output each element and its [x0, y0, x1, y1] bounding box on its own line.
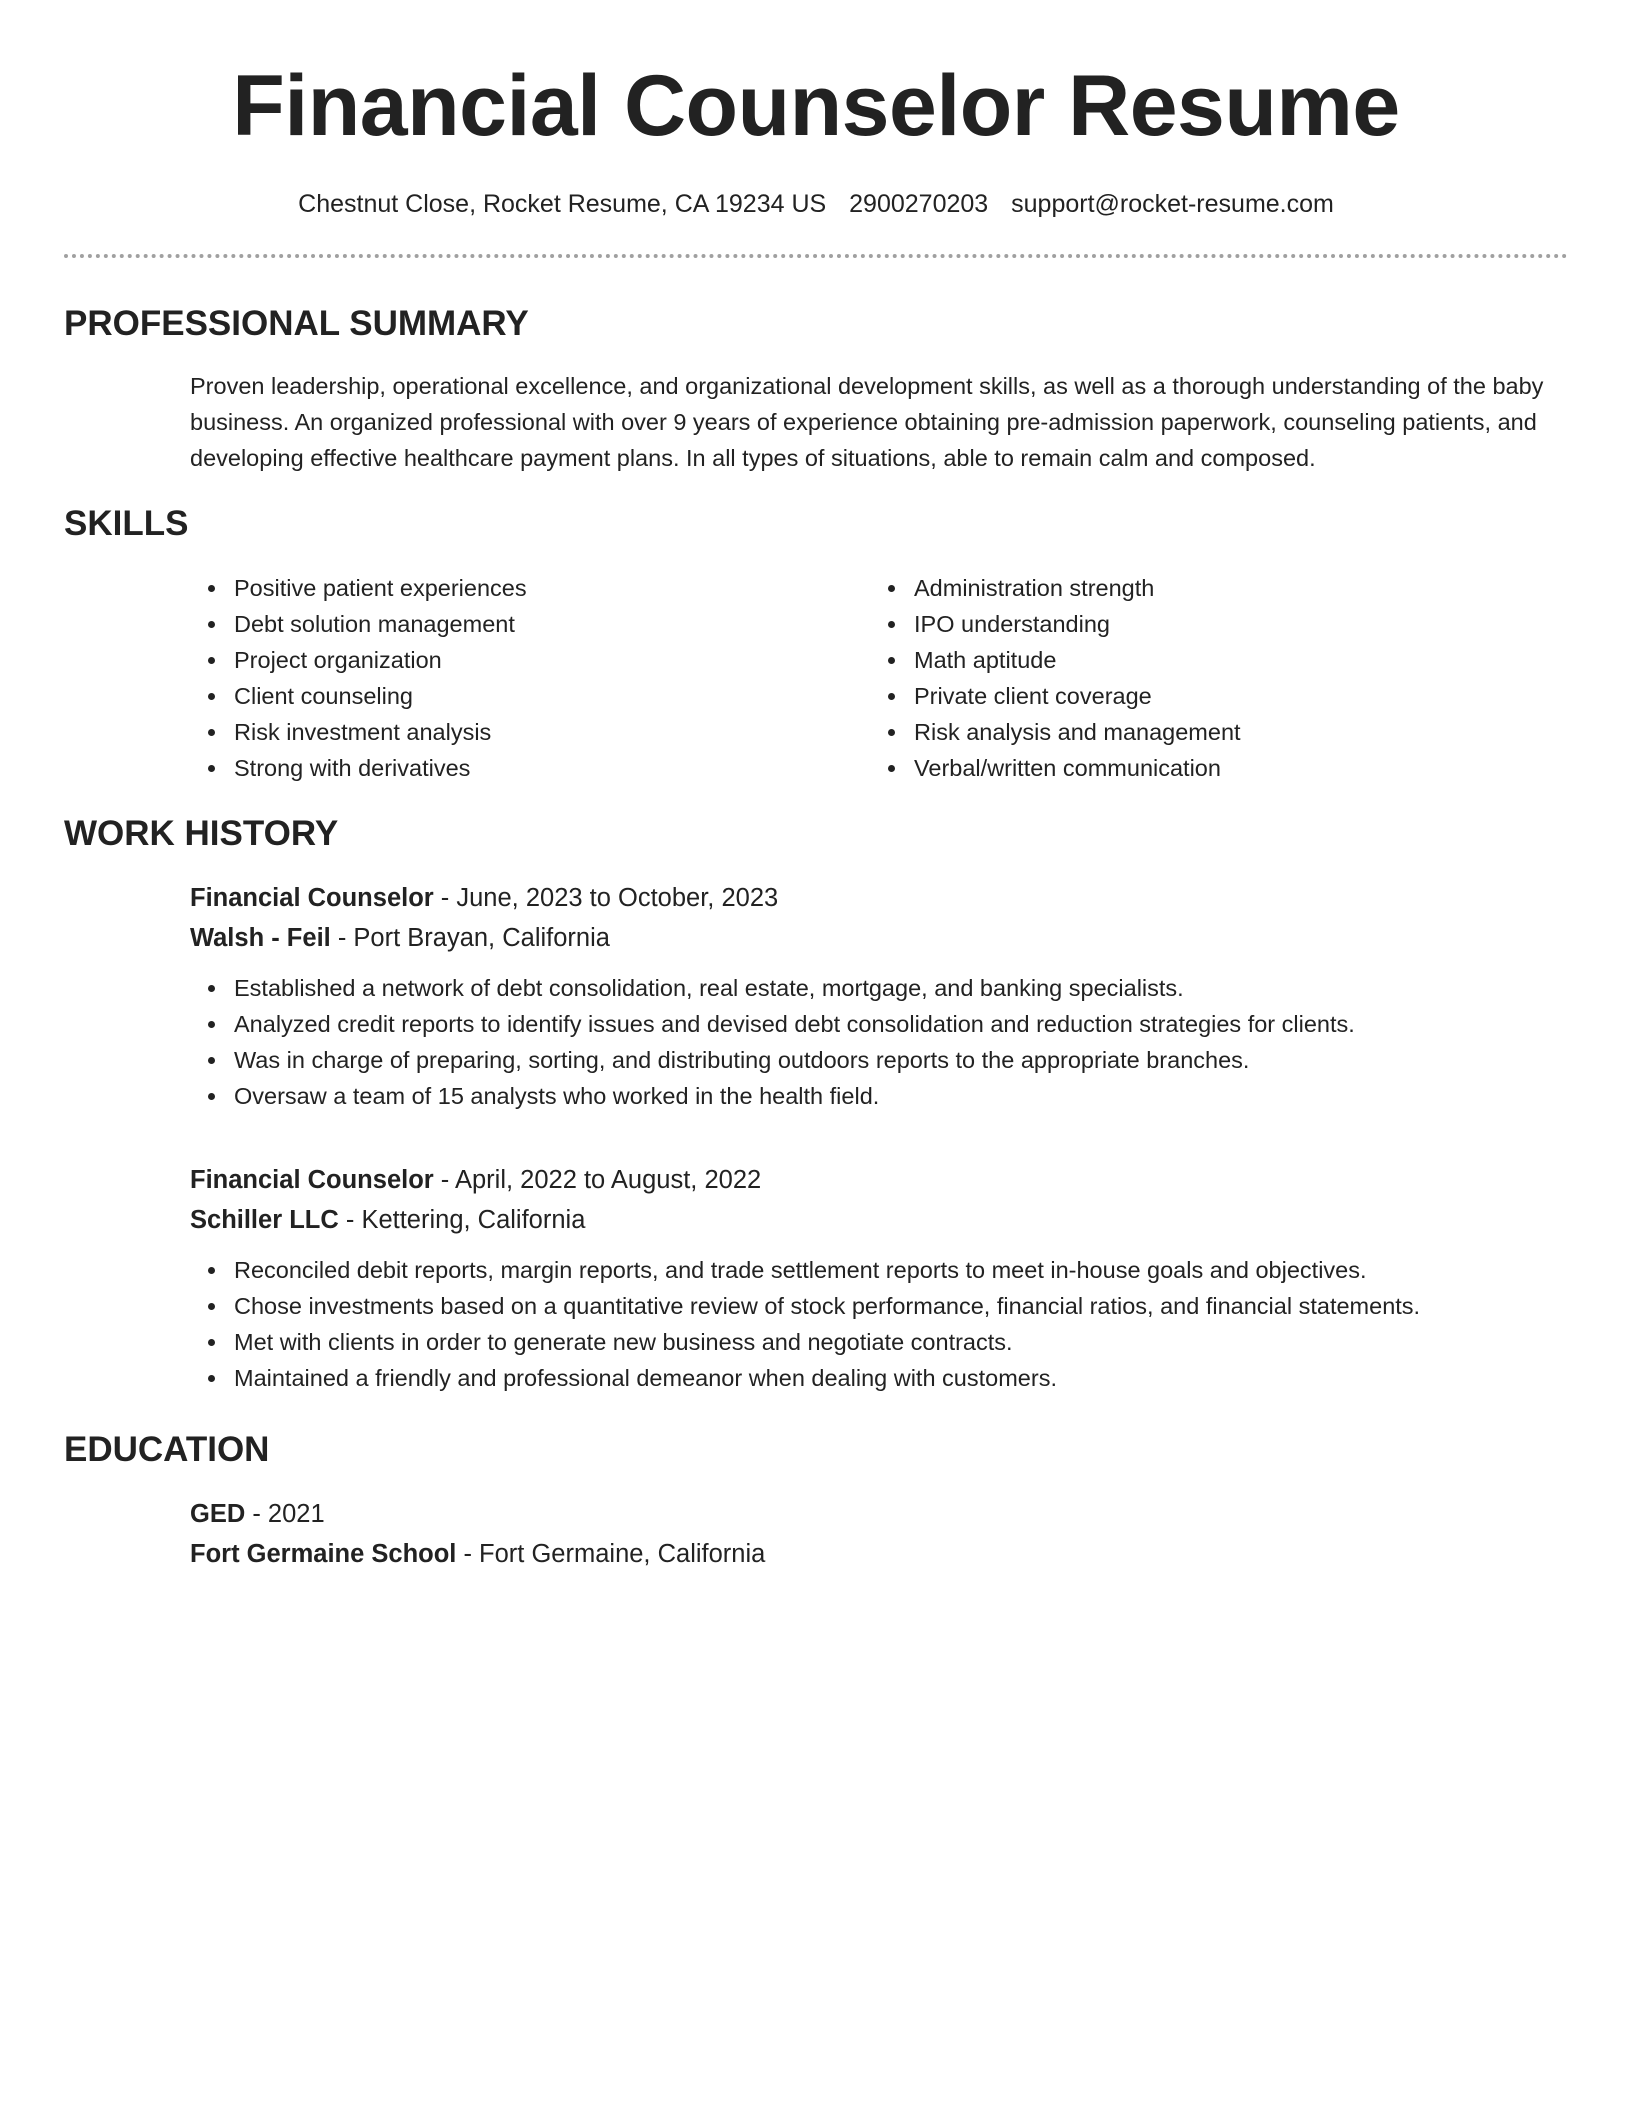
- job-company: Schiller LLC: [190, 1206, 339, 1234]
- job-company-line: [190, 918, 1568, 958]
- job-dates: - June, 2023 to October, 2023: [433, 884, 779, 912]
- education-degree-line: [190, 1494, 1568, 1534]
- job-dates: - April, 2022 to August, 2022: [433, 1166, 762, 1194]
- job-bullet: Reconciled debit reports, margin reports, and trade settlement reports to meet in-house goals and objectives.: [234, 1252, 1568, 1288]
- skill-item: Client counseling: [234, 678, 870, 714]
- education-degree: GED: [190, 1500, 246, 1528]
- education-section: [64, 1428, 1568, 1574]
- job-bullet: Maintained a friendly and professional demeanor when dealing with customers.: [234, 1360, 1568, 1396]
- work-history-heading: WORK HISTORY: [64, 814, 339, 853]
- skills-column-right: [870, 570, 1550, 786]
- resume-header: [64, 0, 1568, 220]
- education-entry: [190, 1494, 1568, 1574]
- skill-item: Strong with derivatives: [234, 750, 870, 786]
- education-heading: EDUCATION: [64, 1430, 270, 1469]
- skill-item: Private client coverage: [914, 678, 1550, 714]
- skill-item: Positive patient experiences: [234, 570, 870, 606]
- skill-item: Risk investment analysis: [234, 714, 870, 750]
- education-school-line: [190, 1534, 1568, 1574]
- work-history-section: [64, 812, 1568, 1396]
- job-entry: [190, 878, 1568, 1114]
- job-bullet: Chose investments based on a quantitative review of stock performance, financial ratios, and financial statements.: [234, 1288, 1568, 1324]
- job-company-line: [190, 1200, 1568, 1240]
- contact-line: [64, 188, 1568, 220]
- summary-heading: PROFESSIONAL SUMMARY: [64, 304, 529, 343]
- job-bullet: Analyzed credit reports to identify issues and devised debt consolidation and reduction strategies for clients.: [234, 1006, 1568, 1042]
- job-role: Financial Counselor: [190, 884, 434, 912]
- skills-grid: [190, 570, 1568, 786]
- summary-section: [64, 302, 1568, 476]
- job-location: - Port Brayan, California: [330, 924, 610, 952]
- skills-section: [64, 502, 1568, 786]
- skill-item: Administration strength: [914, 570, 1550, 606]
- job-title-line: [190, 1160, 1568, 1200]
- education-location: - Fort Germaine, California: [456, 1540, 766, 1568]
- skill-item: Debt solution management: [234, 606, 870, 642]
- skill-item: Risk analysis and management: [914, 714, 1550, 750]
- job-role: Financial Counselor: [190, 1166, 434, 1194]
- job-bullet: Oversaw a team of 15 analysts who worked in the health field.: [234, 1078, 1568, 1114]
- job-bullet: Was in charge of preparing, sorting, and distributing outdoors reports to the appropriate branches.: [234, 1042, 1568, 1078]
- skills-column-left: [190, 570, 870, 786]
- job-bullet: Established a network of debt consolidation, real estate, mortgage, and banking specialists.: [234, 970, 1568, 1006]
- job-entry: [190, 1160, 1568, 1396]
- job-bullet-list: [190, 1252, 1568, 1396]
- job-location: - Kettering, California: [338, 1206, 586, 1234]
- skill-item: IPO understanding: [914, 606, 1550, 642]
- contact-address: Chestnut Close, Rocket Resume, CA 19234 US: [298, 190, 827, 218]
- education-year: - 2021: [245, 1500, 325, 1528]
- job-title-line: [190, 878, 1568, 918]
- job-bullet: Met with clients in order to generate new business and negotiate contracts.: [234, 1324, 1568, 1360]
- skill-item: Verbal/written communication: [914, 750, 1550, 786]
- summary-text: Proven leadership, operational excellence, and organizational development skills, as well as a thorough understanding of the baby business. An organized professional with over 9 years of experience obtaining pre-admission paperwork, counseling patients, and developing effective healthcare payment plans. In all types of situations, able to remain calm and composed.: [190, 373, 1544, 471]
- skill-item: Math aptitude: [914, 642, 1550, 678]
- skill-item: Project organization: [234, 642, 870, 678]
- contact-email: support@rocket-resume.com: [1011, 190, 1334, 218]
- education-school: Fort Germaine School: [190, 1540, 457, 1568]
- skills-heading: SKILLS: [64, 504, 189, 543]
- contact-phone: 2900270203: [849, 190, 989, 218]
- header-divider: [64, 254, 1568, 258]
- resume-title: Financial Counselor Resume: [232, 58, 1400, 154]
- job-company: Walsh - Feil: [190, 924, 331, 952]
- job-bullet-list: [190, 970, 1568, 1114]
